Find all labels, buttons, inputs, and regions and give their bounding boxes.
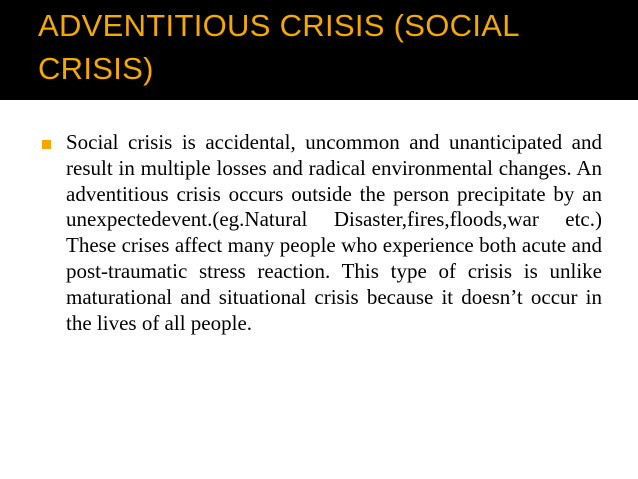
slide-title-line-1: ADVENTITIOUS CRISIS (SOCIAL (38, 8, 520, 43)
bullet-text: Social crisis is accidental, uncommon and unanticipated and result in multiple losses and radical environmental changes. An adventitious crisis occurs outside the person precipitate by an unexpectedevent.(eg.Natural Disaster,fires,floods,war etc.) These crises affect many people who experience both acute and post-traumatic stress reaction. This type of crisis is unlike maturational and situational crisis because it doesn’t occur in the lives of all people. (66, 130, 602, 335)
slide-content (42, 130, 602, 336)
bullet-item (42, 130, 602, 336)
square-bullet-icon (42, 140, 51, 149)
title-bar (0, 0, 638, 100)
slide-title-line-2: CRISIS) (38, 51, 154, 86)
slide-title (38, 4, 628, 90)
